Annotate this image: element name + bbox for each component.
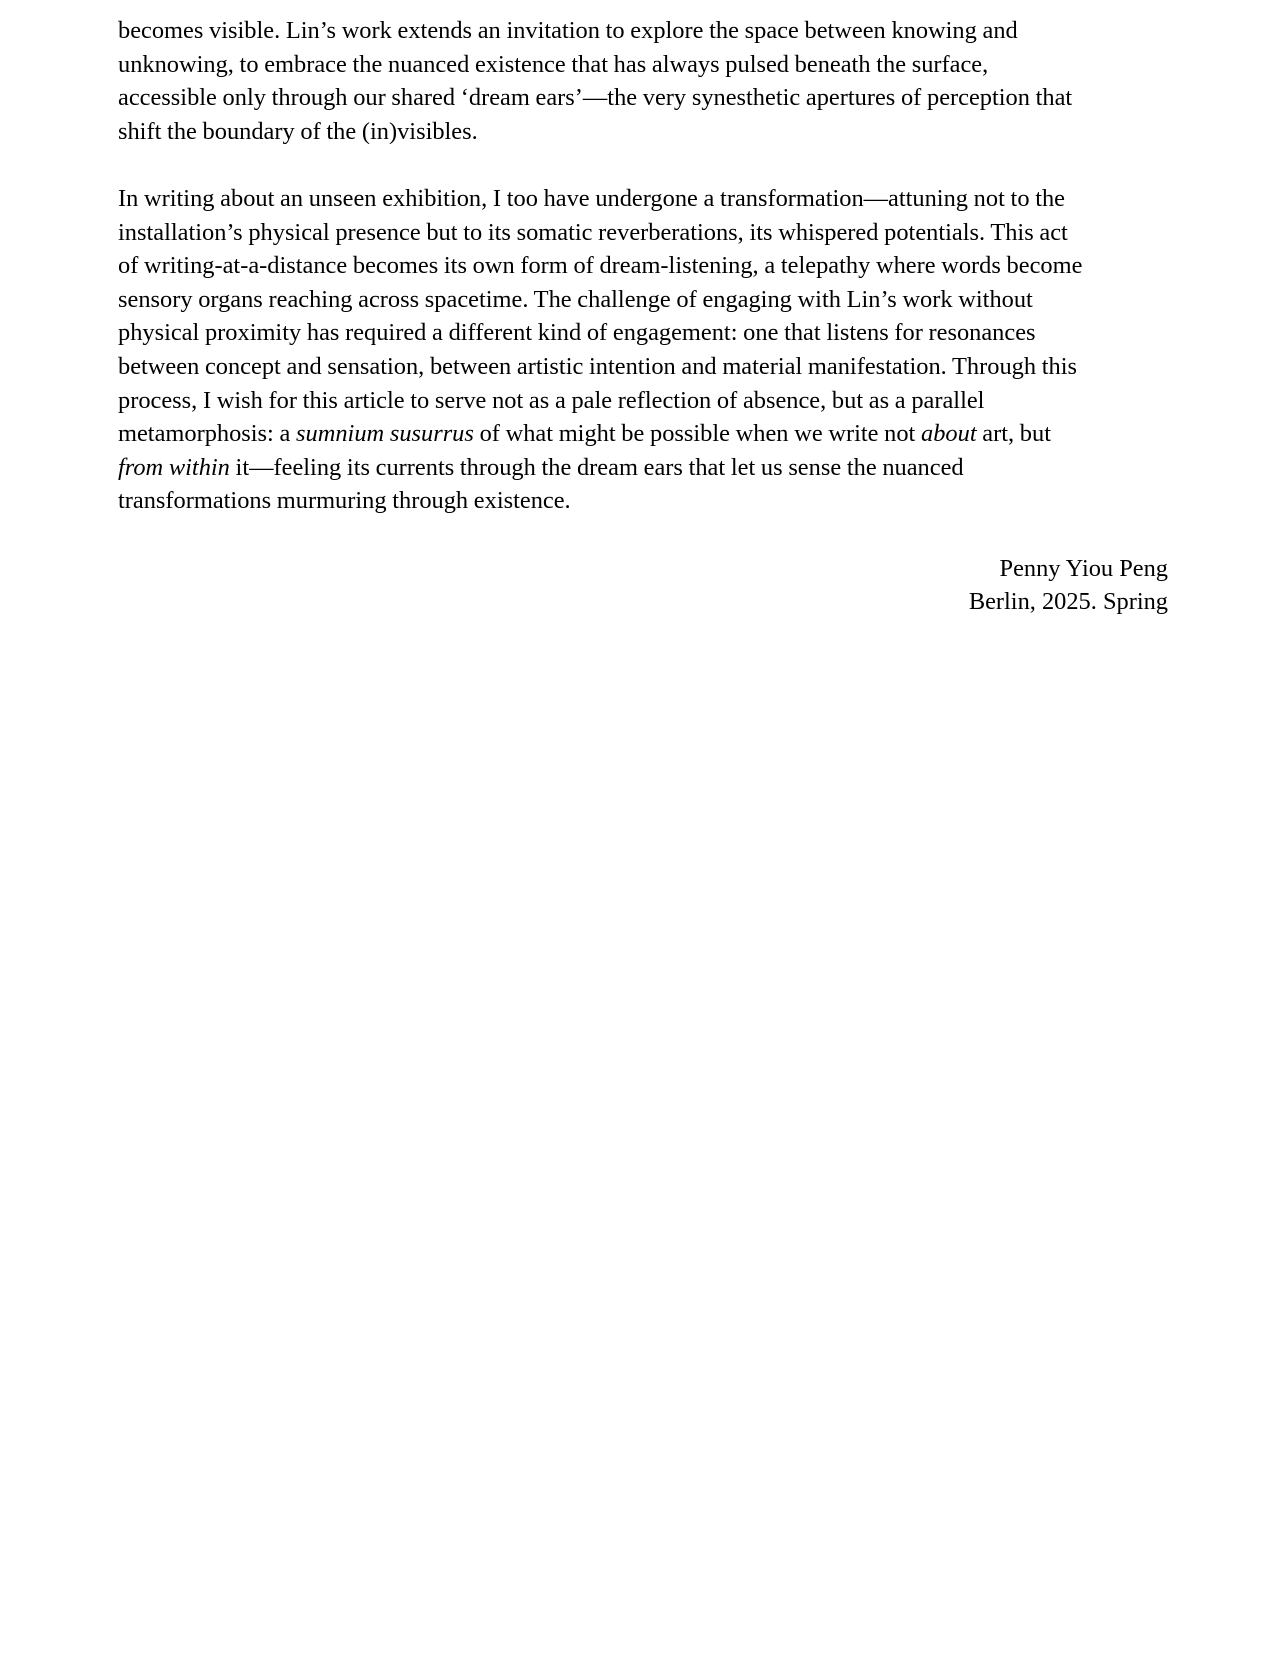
author-name: Penny Yiou Peng	[999, 554, 1168, 582]
text-line: becomes visible. Lin’s work extends an invitation to explore the space between knowing and	[118, 17, 1018, 44]
paragraph-unseen-exhibition	[118, 182, 1168, 518]
text-line: installation’s physical presence but to its somatic reverberations, its whispered potentials. This act	[118, 218, 1068, 246]
document-page	[118, 14, 1168, 619]
plain-text: it—feeling its currents through the dream ears that let us sense the nuanced	[229, 453, 964, 481]
text-line-with-italics	[118, 417, 1168, 451]
paragraph-invisibles	[118, 14, 1168, 148]
text-line: accessible only through our shared ‘dream ears’—the very synesthetic apertures of perception that	[118, 84, 1073, 112]
plain-text: of what might be possible when we write not	[473, 420, 922, 448]
paragraph-spacer	[118, 148, 1168, 182]
text-line: In writing about an unseen exhibition, I too have undergone a transformation—attuning not to the	[118, 184, 1066, 212]
text-line: between concept and sensation, between artistic intention and material manifestation. Through this	[118, 352, 1077, 380]
text-line: of writing-at-a-distance becomes its own form of dream-listening, a telepathy where words become	[118, 252, 1083, 280]
text-line: unknowing, to embrace the nuanced existence that has always pulsed beneath the surface,	[118, 50, 989, 78]
text-line-with-italics	[118, 451, 1168, 485]
text-line: transformations murmuring through existence.	[118, 487, 571, 515]
signature-block	[118, 552, 1168, 619]
text-line: process, I wish for this article to serve not as a pale reflection of absence, but as a parallel	[118, 386, 985, 414]
text-line: shift the boundary of the (in)visibles.	[118, 117, 478, 145]
text-line: sensory organs reaching across spacetime. The challenge of engaging with Lin’s work without	[118, 285, 1033, 313]
plain-text: art, but	[976, 420, 1051, 448]
italic-phrase-sumnium-susurrus: sumnium susurrus	[296, 420, 474, 448]
text-line: physical proximity has required a different kind of engagement: one that listens for resonances	[118, 319, 1036, 347]
place-and-date: Berlin, 2025. Spring	[968, 588, 1168, 616]
plain-text: metamorphosis: a	[118, 420, 297, 448]
italic-phrase-from-within: from within	[118, 453, 230, 481]
italic-word-about: about	[921, 420, 977, 448]
